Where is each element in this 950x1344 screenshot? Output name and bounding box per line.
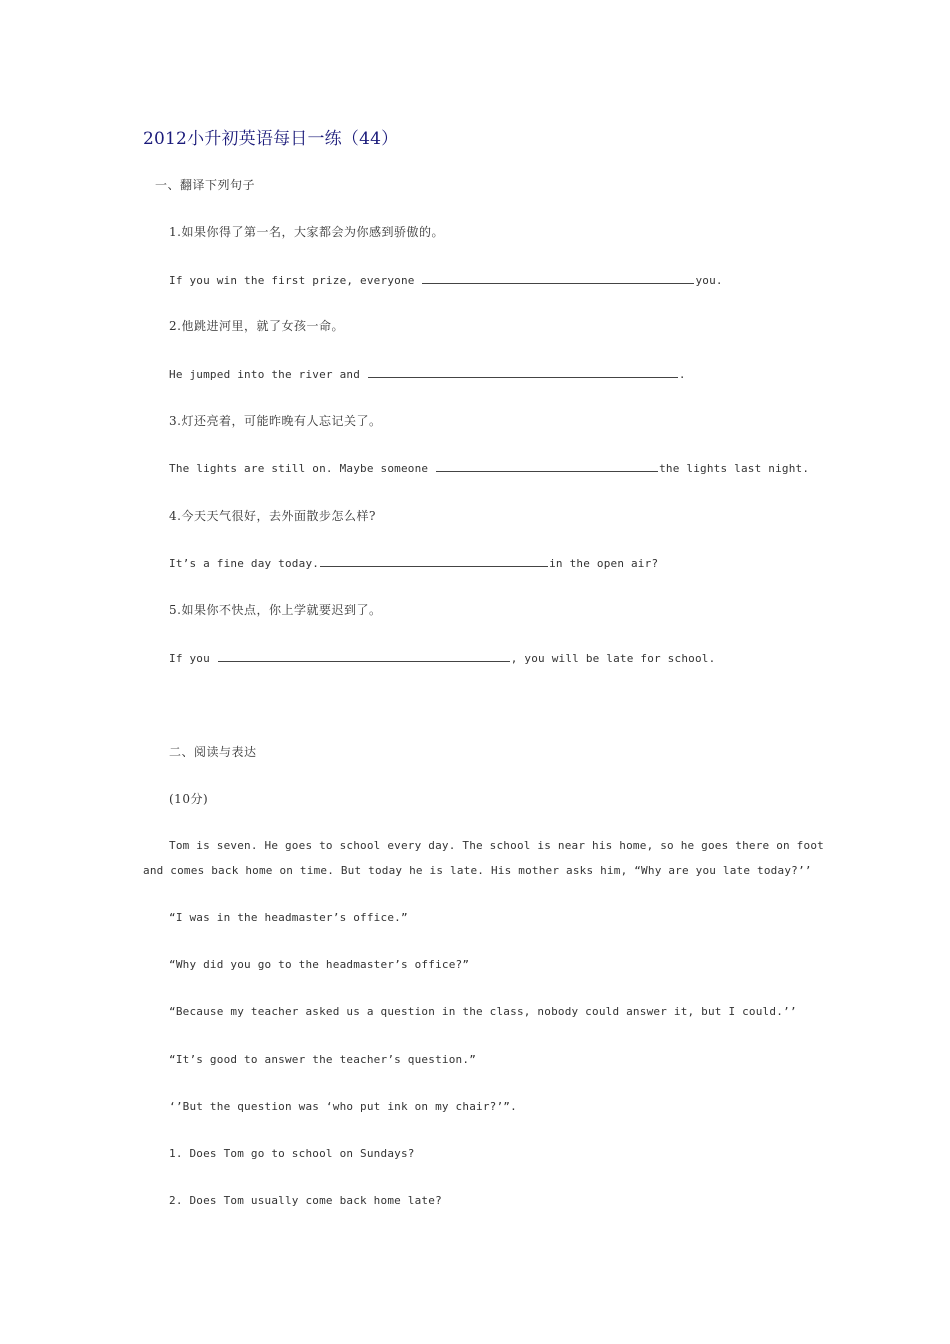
answer-blank-3[interactable] <box>436 460 658 472</box>
question-4-english <box>169 555 658 570</box>
question-2-suffix: . <box>678 368 686 381</box>
question-1-english <box>169 272 723 287</box>
question-4-suffix: in the open air? <box>549 557 659 570</box>
passage-line-2: and comes back home on time. But today he is late. His mother asks him, “Why are you late today?’’ <box>143 864 812 877</box>
question-1-suffix: you. <box>695 274 723 287</box>
question-3-suffix: the lights last night. <box>659 462 810 475</box>
dialogue-line-2: “Why did you go to the headmaster’s office?” <box>169 958 470 971</box>
section-score: (10分) <box>169 792 209 806</box>
comprehension-question-1: 1. Does Tom go to school on Sundays? <box>169 1147 415 1160</box>
question-5-prefix: If you <box>169 652 217 665</box>
dialogue-line-1: “I was in the headmaster’s office.” <box>169 911 408 924</box>
section-heading-translate: 一、翻译下列句子 <box>155 178 256 192</box>
question-5-english <box>169 650 715 665</box>
answer-blank-1[interactable] <box>422 272 694 284</box>
question-3-english <box>169 460 809 475</box>
dialogue-line-5: ‘’But the question was ‘who put ink on my chair?’”. <box>169 1100 517 1113</box>
question-1-prefix: If you win the first prize, everyone <box>169 274 422 287</box>
question-2-prefix: He jumped into the river and <box>169 368 367 381</box>
question-2-english <box>169 366 686 381</box>
question-5-chinese: 5.如果你不快点，你上学就要迟到了。 <box>169 603 382 617</box>
dialogue-line-4: “It’s good to answer the teacher’s question.” <box>169 1053 477 1066</box>
answer-blank-4[interactable] <box>320 555 548 567</box>
question-3-chinese: 3.灯还亮着，可能昨晚有人忘记关了。 <box>169 414 382 428</box>
question-3-prefix: The lights are still on. Maybe someone <box>169 462 436 475</box>
question-4-prefix: It’s a fine day today. <box>169 557 320 570</box>
section-heading-reading: 二、阅读与表达 <box>169 745 257 759</box>
dialogue-line-3: “Because my teacher asked us a question in the class, nobody could answer it, but I could.’’ <box>169 1005 797 1018</box>
comprehension-question-2: 2. Does Tom usually come back home late? <box>169 1194 442 1207</box>
question-4-chinese: 4.今天天气很好，去外面散步怎么样? <box>169 509 376 523</box>
answer-blank-5[interactable] <box>218 650 510 662</box>
passage-line-1: Tom is seven. He goes to school every day. The school is near his home, so he goes there on foot <box>169 839 824 852</box>
question-5-suffix: , you will be late for school. <box>510 652 716 665</box>
question-2-chinese: 2.他跳进河里，就了女孩一命。 <box>169 319 344 333</box>
question-1-chinese: 1.如果你得了第一名，大家都会为你感到骄傲的。 <box>169 225 444 239</box>
answer-blank-2[interactable] <box>368 366 678 378</box>
page-title: 2012小升初英语每日一练（44） <box>143 129 399 149</box>
